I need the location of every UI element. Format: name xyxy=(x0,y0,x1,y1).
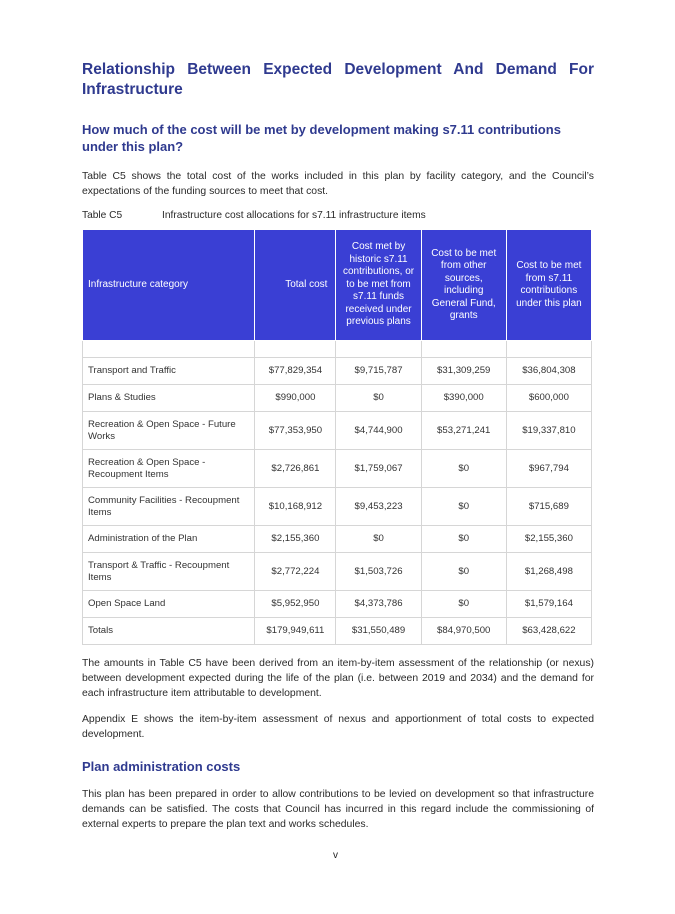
row-historic: $9,453,223 xyxy=(336,488,421,526)
header-category: Infrastructure category xyxy=(83,230,255,341)
table-row xyxy=(83,450,592,488)
header-historic: Cost met by historic s7.11 contributions, or to be met from s7.11 funds received under previous plans xyxy=(336,230,421,341)
row-historic: $0 xyxy=(336,385,421,412)
row-plan: $1,579,164 xyxy=(506,591,591,618)
row-plan: $36,804,308 xyxy=(506,358,591,385)
admin-paragraph: This plan has been prepared in order to allow contributions to be levied on development so that infrastructure demands can be satisfied. The costs that Council has incurred in this regard include the commissioning of external experts to prepare the plan text and works schedules. xyxy=(82,789,594,830)
row-total: $10,168,912 xyxy=(255,488,336,526)
row-plan: $600,000 xyxy=(506,385,591,412)
table-row xyxy=(83,526,592,553)
table-caption-number: Table C5 xyxy=(82,210,123,221)
row-category: Open Space Land xyxy=(83,591,255,618)
page-heading-line1: Relationship Between Expected Development And Demand For xyxy=(82,61,594,78)
table-row xyxy=(83,488,592,526)
row-category: Administration of the Plan xyxy=(83,526,255,553)
table-header-row xyxy=(83,230,592,341)
row-category: Totals xyxy=(83,618,255,645)
row-historic: $4,373,786 xyxy=(336,591,421,618)
row-other: $0 xyxy=(421,591,506,618)
row-other: $84,970,500 xyxy=(421,618,506,645)
row-other: $53,271,241 xyxy=(421,412,506,450)
table-row xyxy=(83,553,592,591)
page-heading xyxy=(82,60,594,100)
page-number: v xyxy=(333,850,338,861)
row-historic: $9,715,787 xyxy=(336,358,421,385)
row-plan: $1,268,498 xyxy=(506,553,591,591)
row-other: $0 xyxy=(421,450,506,488)
row-category: Transport & Traffic - Recoupment Items xyxy=(83,553,255,591)
table-totals-row xyxy=(83,618,592,645)
table-spacer-row xyxy=(83,341,592,358)
row-total: $77,829,354 xyxy=(255,358,336,385)
header-total-cost: Total cost xyxy=(255,230,336,341)
row-other: $0 xyxy=(421,526,506,553)
intro-paragraph: Table C5 shows the total cost of the works included in this plan by facility category, and the Council’s expectations of the funding sources to meet that cost. xyxy=(82,171,594,197)
row-category: Plans & Studies xyxy=(83,385,255,412)
table-row xyxy=(83,591,592,618)
row-total: $2,155,360 xyxy=(255,526,336,553)
nexus-paragraph: The amounts in Table C5 have been derived from an item-by-item assessment of the relationship (or nexus) between development expected during the life of the plan (i.e. between 2019 and 2034) and the demand for each infrastructure item attributable to development. xyxy=(82,658,594,699)
table-caption-title: Infrastructure cost allocations for s7.11 infrastructure items xyxy=(162,210,426,221)
page-heading-line2: Infrastructure xyxy=(82,81,183,98)
row-plan: $715,689 xyxy=(506,488,591,526)
row-total: $5,952,950 xyxy=(255,591,336,618)
row-category: Recreation & Open Space - Recoupment Items xyxy=(83,450,255,488)
row-other: $0 xyxy=(421,553,506,591)
section-heading-admin: Plan administration costs xyxy=(82,759,241,774)
appendix-paragraph: Appendix E shows the item-by-item assessment of nexus and apportionment of total costs to expected development. xyxy=(82,714,594,740)
row-category: Community Facilities - Recoupment Items xyxy=(83,488,255,526)
table-caption xyxy=(82,210,426,221)
cost-allocation-table xyxy=(82,229,592,645)
row-historic: $4,744,900 xyxy=(336,412,421,450)
section-heading-cost: How much of the cost will be met by development making s7.11 contributions under this plan? xyxy=(82,122,561,154)
row-plan: $63,428,622 xyxy=(506,618,591,645)
row-plan: $19,337,810 xyxy=(506,412,591,450)
row-other: $31,309,259 xyxy=(421,358,506,385)
row-historic: $31,550,489 xyxy=(336,618,421,645)
row-other: $390,000 xyxy=(421,385,506,412)
table-row xyxy=(83,385,592,412)
table-row xyxy=(83,358,592,385)
row-plan: $967,794 xyxy=(506,450,591,488)
header-other-sources: Cost to be met from other sources, including General Fund, grants xyxy=(421,230,506,341)
row-total: $2,772,224 xyxy=(255,553,336,591)
row-total: $179,949,611 xyxy=(255,618,336,645)
row-historic: $1,503,726 xyxy=(336,553,421,591)
row-total: $2,726,861 xyxy=(255,450,336,488)
row-total: $990,000 xyxy=(255,385,336,412)
table-row xyxy=(83,412,592,450)
row-category: Recreation & Open Space - Future Works xyxy=(83,412,255,450)
header-this-plan: Cost to be met from s7.11 contributions under this plan xyxy=(506,230,591,341)
row-total: $77,353,950 xyxy=(255,412,336,450)
row-category: Transport and Traffic xyxy=(83,358,255,385)
row-other: $0 xyxy=(421,488,506,526)
row-plan: $2,155,360 xyxy=(506,526,591,553)
row-historic: $0 xyxy=(336,526,421,553)
row-historic: $1,759,067 xyxy=(336,450,421,488)
